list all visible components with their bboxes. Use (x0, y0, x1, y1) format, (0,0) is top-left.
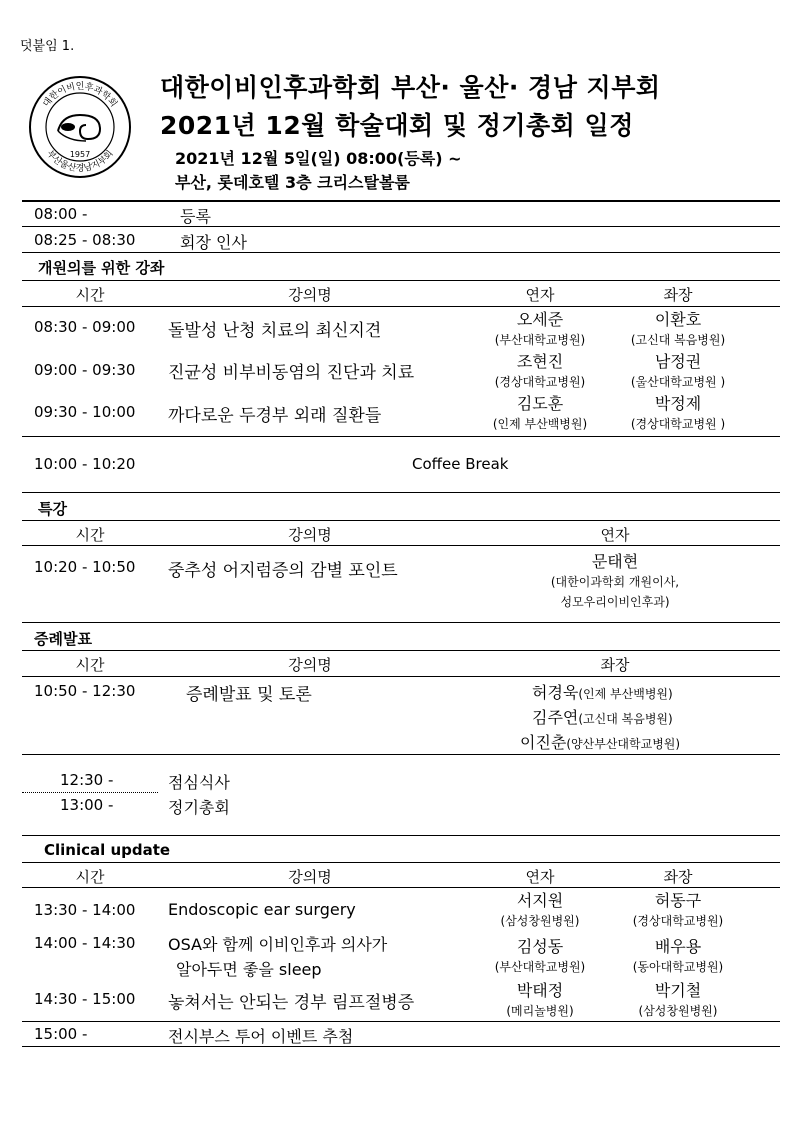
s4-row1-speaker: 서지원 (516, 891, 564, 910)
s1-row3-speaker: 김도훈 (516, 394, 564, 413)
section3-col-title: 강의명 (288, 656, 332, 674)
s3-chair-3 (520, 730, 680, 753)
s1-row3-title: 까다로운 두경부 외래 질환들 (168, 406, 382, 426)
s1-row3-chair-aff: (경상대학교병원 ) (630, 417, 726, 431)
section1-col-time: 시간 (75, 286, 105, 304)
divider (22, 436, 780, 437)
s3-chair-1-aff: (인제 부산백병원) (578, 687, 673, 701)
s4-row2-time: 14:00 - 14:30 (34, 934, 136, 952)
opening-time-1: 08:00 - (34, 205, 88, 223)
section1-col-speaker: 연자 (525, 286, 555, 304)
section3-col-chair: 좌장 (600, 656, 630, 674)
event-date: 2021년 12월 5일(일) 08:00(등록) ~ (175, 149, 462, 168)
s1-row3-time: 09:30 - 10:00 (34, 403, 136, 421)
society-seal-logo (28, 75, 132, 179)
section4-col-title: 강의명 (288, 868, 332, 886)
divider (22, 520, 780, 521)
s1-row2-speaker-aff: (경상대학교병원) (494, 375, 586, 389)
s1-row1-chair-aff: (고신대 복음병원) (630, 333, 726, 347)
section4-col-time: 시간 (75, 868, 105, 886)
s2-speaker: 문태현 (591, 552, 639, 571)
s3-chair-3-aff: (양산부산대학교병원) (566, 737, 681, 751)
divider (22, 492, 780, 493)
s1-row3-speaker-aff: (인제 부산백병원) (492, 417, 588, 431)
s4-row1-chair: 허동구 (654, 891, 702, 910)
s2-title: 중추성 어지럼증의 감별 포인트 (168, 561, 398, 581)
opening-title-1: 등록 (180, 207, 211, 226)
s1-row1-chair: 이환호 (654, 310, 702, 329)
s1-row1-title: 돌발성 난청 치료의 최신지견 (168, 321, 382, 341)
dotted-divider (22, 792, 158, 793)
seal-year: 1957 (69, 150, 91, 159)
lunch-title: 점심식사 (168, 773, 230, 792)
s4-row2-chair: 배우용 (654, 937, 702, 956)
event-venue: 부산, 롯데호텔 3층 크리스탈볼룸 (175, 173, 410, 192)
s3-chair-1-name: 허경욱 (532, 683, 579, 702)
section3-heading: 증례발표 (34, 630, 92, 648)
title-line1: 대한이비인후과학회 부산· 울산· 경남 지부회 (160, 73, 661, 102)
divider (22, 252, 780, 253)
s4-row2-speaker: 김성동 (516, 937, 564, 956)
section2-col-time: 시간 (75, 526, 105, 544)
s4-row1-title: Endoscopic ear surgery (168, 900, 356, 919)
section1-heading: 개원의를 위한 강좌 (38, 259, 165, 277)
s4-row3-title: 놓쳐서는 안되는 경부 림프절병증 (168, 993, 415, 1013)
s4-row2-title: OSA와 함께 이비인후과 의사가 (168, 935, 388, 954)
s4-row3-speaker-aff: (메리놀병원) (506, 1004, 574, 1018)
meeting-time: 13:00 - (60, 796, 114, 814)
s3-time: 10:50 - 12:30 (34, 682, 136, 700)
s4-row2-speaker-aff: (부산대학교병원) (494, 960, 586, 974)
opening-title-2: 회장 인사 (180, 233, 247, 252)
divider (22, 1021, 780, 1022)
s4-row3-chair: 박기철 (654, 981, 702, 1000)
divider (22, 754, 780, 755)
s3-chair-3-name: 이진춘 (520, 733, 567, 752)
section2-col-speaker: 연자 (600, 526, 630, 544)
lunch-time: 12:30 - (60, 771, 114, 789)
s1-row2-time: 09:00 - 09:30 (34, 361, 136, 379)
s4-row3-chair-aff: (삼성창원병원) (638, 1004, 718, 1018)
s3-chair-2-name: 김주연 (532, 708, 579, 727)
meeting-title: 정기총회 (168, 798, 230, 817)
s4-row1-speaker-aff: (삼성창원병원) (500, 914, 580, 928)
s4-row1-chair-aff: (경상대학교병원) (632, 914, 724, 928)
s3-chair-2-aff: (고신대 복음병원) (578, 712, 673, 726)
section4-col-speaker: 연자 (525, 868, 555, 886)
divider (22, 862, 780, 863)
divider (22, 676, 780, 677)
s4-row3-time: 14:30 - 15:00 (34, 990, 136, 1008)
seal-bottom-text: 부산울산경남지부회 (44, 148, 116, 174)
s2-time: 10:20 - 10:50 (34, 558, 136, 576)
s4-row2-chair-aff: (동아대학교병원) (632, 960, 724, 974)
divider (22, 835, 780, 836)
s4-row1-time: 13:30 - 14:00 (34, 901, 136, 919)
divider (22, 650, 780, 651)
s4-row3-speaker: 박태정 (516, 981, 564, 1000)
seal-top-text: 대한이비인후과학회 (41, 82, 119, 110)
coffee-time: 10:00 - 10:20 (34, 455, 136, 473)
s2-speaker-aff2: 성모우리이비인후과) (560, 595, 670, 609)
s1-row2-speaker: 조현진 (516, 352, 564, 371)
s1-row1-speaker: 오세준 (516, 310, 564, 329)
s3-chair-2 (532, 705, 673, 728)
section1-col-chair: 좌장 (663, 286, 693, 304)
s1-row2-title: 진균성 비부비동염의 진단과 치료 (168, 363, 415, 383)
s1-row1-speaker-aff: (부산대학교병원) (494, 333, 586, 347)
title-line2: 2021년 12월 학술대회 및 정기총회 일정 (160, 111, 634, 140)
s1-row3-chair: 박정제 (654, 394, 702, 413)
s1-row2-chair-aff: (울산대학교병원 ) (630, 375, 726, 389)
attachment-label: 덧붙임 1. (20, 39, 75, 54)
coffee-label: Coffee Break (412, 455, 509, 473)
section4-heading: Clinical update (44, 841, 171, 859)
divider (22, 280, 780, 281)
section2-col-title: 강의명 (288, 526, 332, 544)
s3-title: 증례발표 및 토론 (186, 685, 312, 705)
section4-col-chair: 좌장 (663, 868, 693, 886)
divider (22, 200, 780, 202)
section2-heading: 특강 (38, 500, 67, 518)
section1-col-title: 강의명 (288, 286, 332, 304)
closing-title: 전시부스 투어 이벤트 추첨 (168, 1027, 354, 1046)
s2-speaker-aff1: (대한이과학회 개원이사, (550, 575, 680, 589)
divider (22, 622, 780, 623)
s1-row1-time: 08:30 - 09:00 (34, 318, 136, 336)
closing-time: 15:00 - (34, 1025, 88, 1043)
divider (22, 545, 780, 546)
divider (22, 1046, 780, 1047)
divider (22, 226, 780, 227)
s4-row2-title2: 알아두면 좋을 sleep (176, 960, 322, 979)
section3-col-time: 시간 (75, 656, 105, 674)
s3-chair-1 (532, 680, 673, 703)
opening-time-2: 08:25 - 08:30 (34, 231, 136, 249)
s1-row2-chair: 남정권 (654, 352, 702, 371)
